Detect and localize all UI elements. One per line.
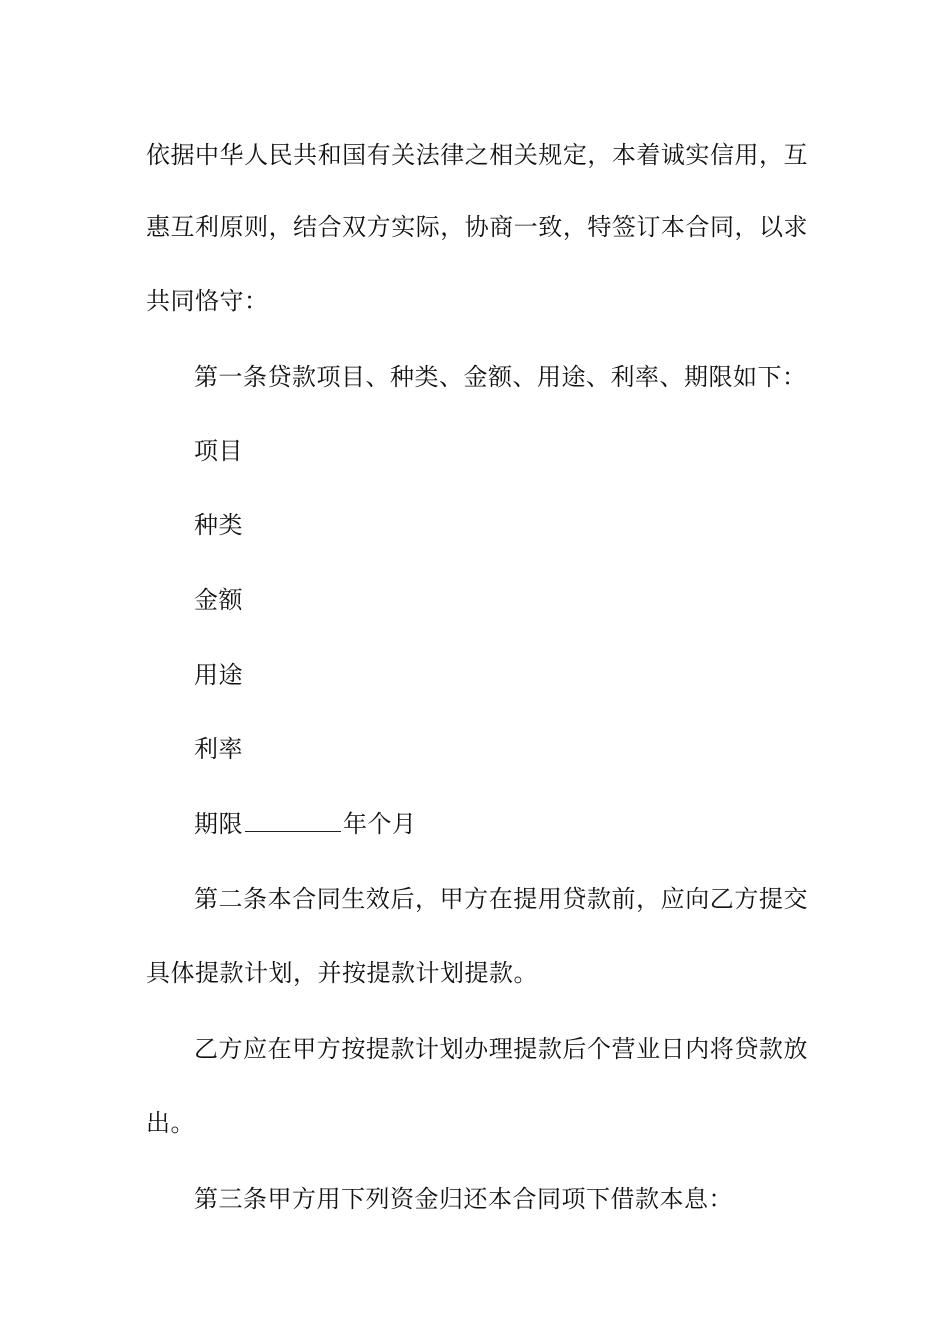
field-label-term: 期限 (194, 810, 243, 838)
article-2-paragraph-2-line-1: 乙方应在甲方按提款计划办理提款后个营业日内将贷款放 (194, 1035, 808, 1063)
field-label-purpose: 用途 (194, 661, 243, 689)
paragraph-intro-line-2: 惠互利原则，结合双方实际，协商一致，特签订本合同，以求 (146, 213, 808, 241)
field-term-line (194, 809, 808, 839)
article-2-line-2: 具体提款计划，并按提款计划提款。 (146, 959, 538, 987)
term-suffix: 年个月 (343, 810, 417, 838)
article-2-paragraph-2-line-2: 出。 (146, 1109, 195, 1137)
article-3-heading: 第三条甲方用下列资金归还本合同项下借款本息： (194, 1185, 733, 1213)
article-1-heading: 第一条贷款项目、种类、金额、用途、利率、期限如下： (194, 363, 807, 391)
field-label-amount: 金额 (194, 586, 243, 614)
field-label-rate: 利率 (194, 735, 243, 763)
term-blank-underline (245, 809, 341, 832)
field-label-project: 项目 (194, 437, 243, 465)
paragraph-intro-line-3: 共同恪守： (146, 287, 269, 315)
article-2-line-1: 第二条本合同生效后，甲方在提用贷款前，应向乙方提交 (194, 885, 808, 913)
field-label-type: 种类 (194, 511, 243, 539)
paragraph-intro-line-1: 依据中华人民共和国有关法律之相关规定，本着诚实信用，互 (146, 141, 808, 169)
